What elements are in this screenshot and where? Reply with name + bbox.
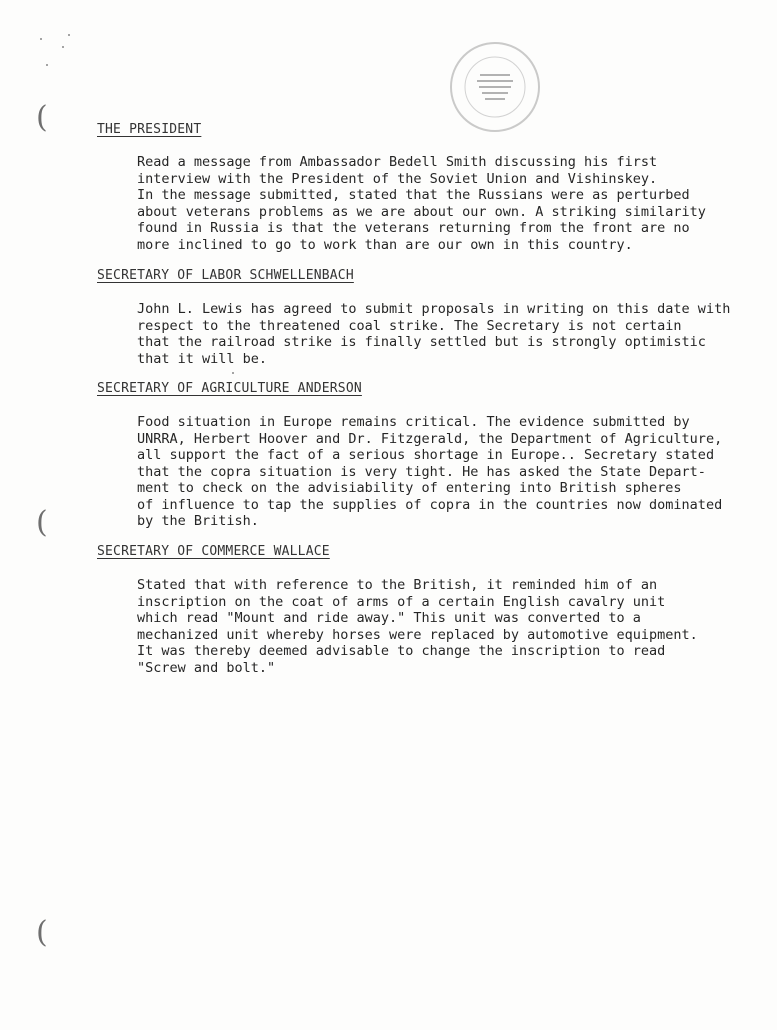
text-line: interview with the President of the Soviet Union and Vishinskey. [137, 170, 658, 187]
text-line: UNRRA, Herbert Hoover and Dr. Fitzgerald, the Department of Agriculture, [137, 430, 723, 447]
text-line: mechanized unit whereby horses were replaced by automotive equipment. [137, 626, 698, 643]
text-line: found in Russia is that the veterans returning from the front are no [137, 220, 690, 236]
section-heading-labor: SECRETARY OF LABOR SCHWELLENBACH [97, 268, 354, 283]
text-line: ment to check on the advisiability of entering into British spheres [137, 480, 682, 496]
text-line: which read "Mount and ride away." This unit was converted to a [137, 610, 641, 626]
text-line: Stated that with reference to the British, it reminded him of an [137, 577, 658, 593]
paper-speck [40, 38, 42, 40]
text-line: John L. Lewis has agreed to submit proposals in writing on this date with [137, 301, 731, 317]
text-line: of influence to tap the supplies of copra in the countries now dominated [137, 496, 723, 513]
paper-speck [46, 64, 48, 66]
section-body-commerce [137, 577, 737, 676]
text-line: that it will be. [137, 350, 268, 367]
text-line: Read a message from Ambassador Bedell Smith discussing his first [137, 154, 658, 170]
text-line: It was thereby deemed advisable to change the inscription to read [137, 643, 666, 659]
text-line: inscription on the coat of arms of a certain English cavalry unit [137, 593, 666, 610]
text-line: In the message submitted, stated that the Russians were as perturbed [137, 187, 690, 203]
text-line: Food situation in Europe remains critical. The evidence submitted by [137, 414, 690, 430]
section-body-agriculture [137, 414, 737, 530]
section-heading-agriculture: SECRETARY OF AGRICULTURE ANDERSON [97, 381, 362, 396]
paper-speck [68, 34, 70, 36]
paper-speck [232, 372, 234, 374]
section-body-labor [137, 301, 737, 367]
text-line: about veterans problems as we are about our own. A striking similarity [137, 203, 706, 220]
archive-stamp [450, 42, 540, 132]
section-heading-president: THE PRESIDENT [97, 122, 202, 137]
text-line: by the British. [137, 513, 259, 529]
text-line: "Screw and bolt." [137, 659, 276, 676]
binder-hole-mark-top: ( [36, 100, 48, 135]
binder-hole-mark-bottom: ( [36, 915, 48, 950]
text-line: that the copra situation is very tight. He has asked the State Depart- [137, 463, 706, 480]
binder-hole-mark-middle: ( [36, 505, 48, 540]
archive-stamp-seal-icon [452, 44, 538, 130]
paper-speck [62, 46, 64, 48]
section-heading-commerce: SECRETARY OF COMMERCE WALLACE [97, 544, 330, 559]
text-line: all support the fact of a serious shortage in Europe.. Secretary stated [137, 447, 715, 463]
section-body-president [137, 154, 737, 253]
text-line: respect to the threatened coal strike. The Secretary is not certain [137, 317, 682, 334]
text-line: more inclined to go to work than are our own in this country. [137, 236, 633, 253]
text-line: that the railroad strike is finally settled but is strongly optimistic [137, 334, 706, 350]
